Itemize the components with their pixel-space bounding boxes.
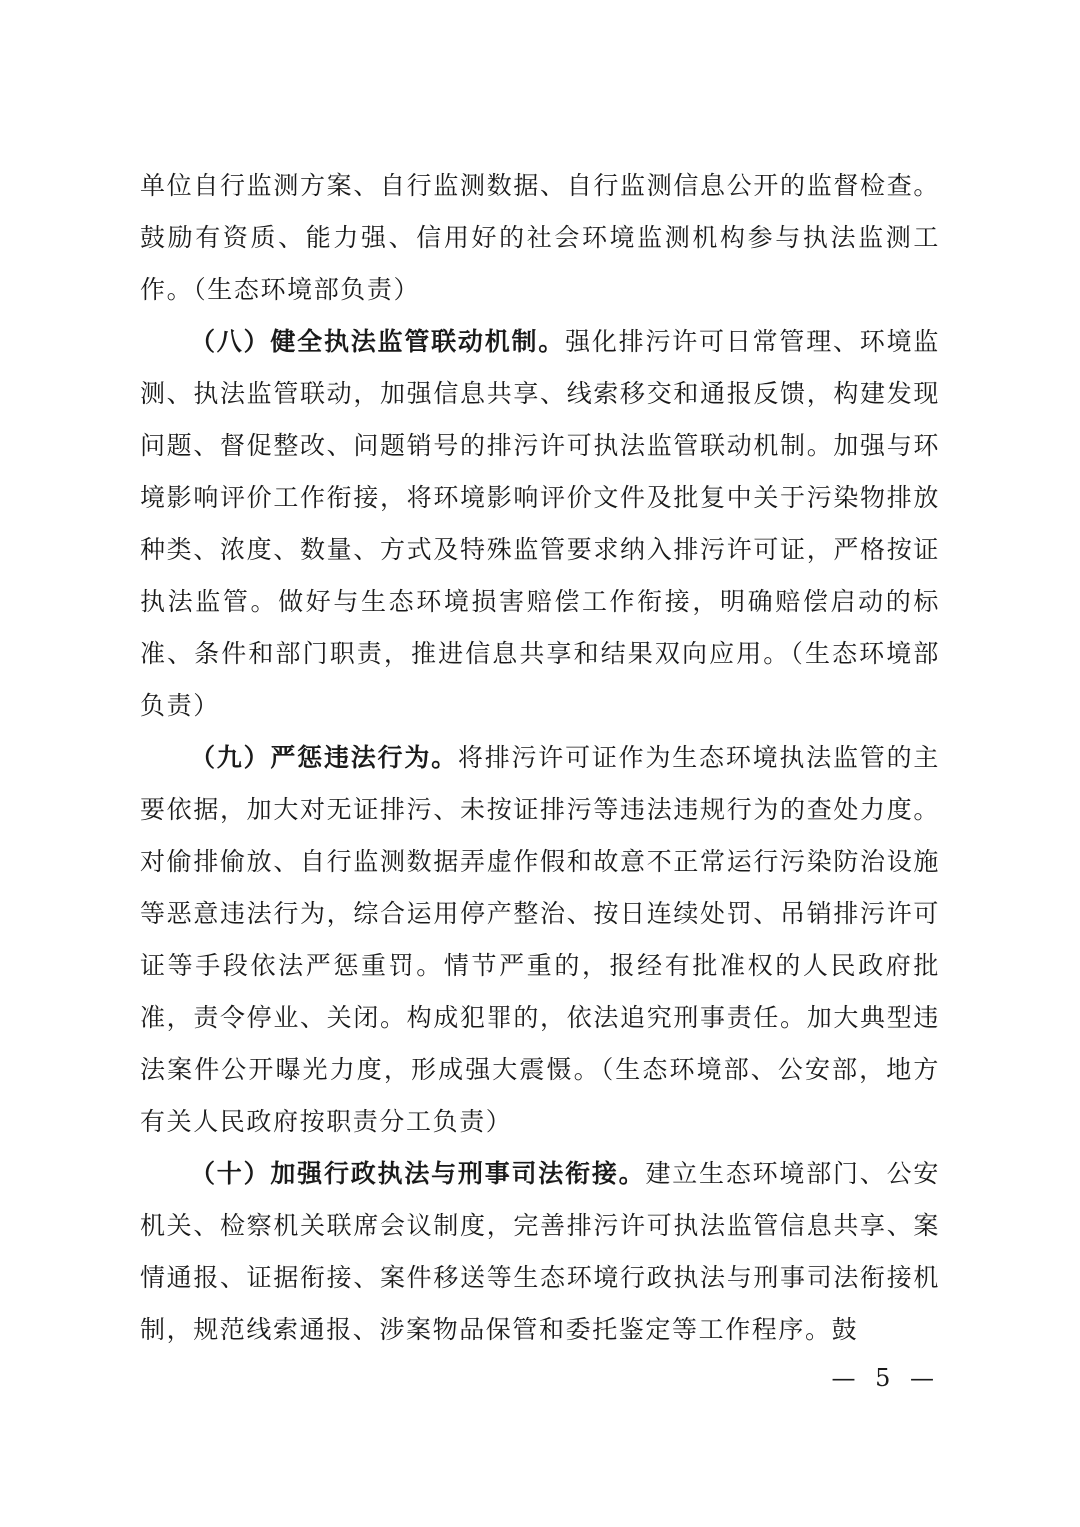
section-heading: （九）严惩违法行为。 — [190, 743, 458, 772]
section-heading: （八）健全执法监管联动机制。 — [190, 327, 566, 356]
paragraph-continuation — [140, 160, 940, 316]
paragraph-body: 将排污许可证作为生态环境执法监管的主要依据，加大对无证排污、未按证排污等违法违规行为的查处力度。对偷排偷放、自行监测数据弄虚作假和故意不正常运行污染防治设施等恶意违法行为，综合运用停产整治、按日连续处罚、吊销排污许可证等手段依法严惩重罚。情节严重的，报经有批准权的人民政府批准，责令停业、关闭。构成犯罪的，依法追究刑事责任。加大典型违法案件公开曝光力度，形成强大震慑。（生态环境部、公安部，地方有关人民政府按职责分工负责） — [140, 743, 940, 1136]
paragraph-body: 建立生态环境部门、公安机关、检察机关联席会议制度，完善排污许可执法监管信息共享、案情通报、证据衔接、案件移送等生态环境行政执法与刑事司法衔接机制，规范线索通报、涉案物品保管和委托鉴定等工作程序。鼓 — [140, 1159, 940, 1344]
paragraph-body: 强化排污许可日常管理、环境监测、执法监管联动，加强信息共享、线索移交和通报反馈，构建发现问题、督促整改、问题销号的排污许可执法监管联动机制。加强与环境影响评价工作衔接，将环境影响评价文件及批复中关于污染物排放种类、浓度、数量、方式及特殊监管要求纳入排污许可证，严格按证执法监管。做好与生态环境损害赔偿工作衔接，明确赔偿启动的标准、条件和部门职责，推进信息共享和结果双向应用。（生态环境部负责） — [140, 327, 940, 720]
paragraph-body: 单位自行监测方案、自行监测数据、自行监测信息公开的监督检查。鼓励有资质、能力强、信用好的社会环境监测机构参与执法监测工作。（生态环境部负责） — [140, 171, 940, 304]
section-heading: （十）加强行政执法与刑事司法衔接。 — [190, 1159, 646, 1188]
paragraph-section-9 — [140, 732, 940, 1148]
document-body — [140, 160, 940, 1356]
paragraph-section-10 — [140, 1148, 940, 1356]
paragraph-section-8 — [140, 316, 940, 732]
page-number: — 5 — — [831, 1364, 940, 1392]
